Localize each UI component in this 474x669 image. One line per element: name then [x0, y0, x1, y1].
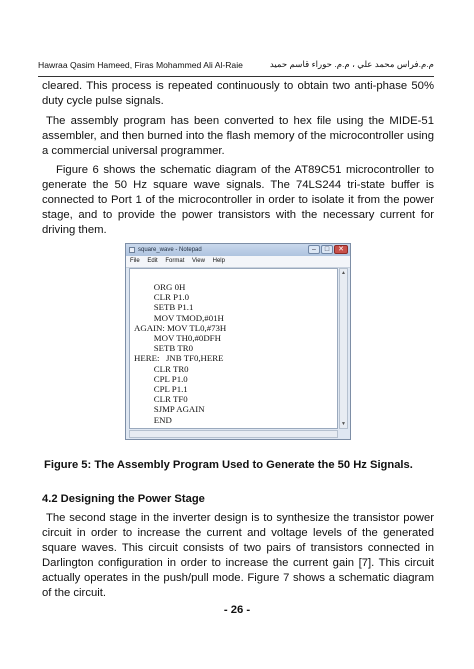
maximize-icon: □: [321, 245, 333, 254]
paragraph-3: Figure 6 shows the schematic diagram of the AT89C51 microcontroller to generate the 50 Hz square wave signals. The 74LS244 tri-state buffer is connected to Port 1 of the microcontroller in order to isolate it from the power stage, and to provide the power transistors with the necessary current for driving them.: [42, 164, 434, 237]
page-header: [38, 58, 434, 77]
code-line: SETB TR0: [134, 343, 193, 354]
code-line: CPL P1.0: [134, 373, 188, 384]
minimize-icon: –: [308, 245, 320, 254]
scroll-up-arrow-icon: ▲: [341, 270, 346, 276]
menu-view: View: [192, 258, 205, 264]
page-number: - 26 -: [223, 604, 251, 616]
notepad-titlebar: [126, 244, 350, 256]
close-icon: ✕: [334, 245, 348, 254]
code-line: SJMP AGAIN: [134, 404, 205, 415]
code-line: CLR TR0: [134, 363, 189, 374]
paragraph-4: The second stage in the inverter design is to synthesize the transistor power circuit in order to increase the current and voltage levels of the generated square waves. This circuit consists of two pairs of transistors connected in Darlington configuration in order to increase the current gain [7]. This circuit actually operates in the push/pull mode. Figure 7 shows a schematic diagram of the circuit.: [42, 512, 434, 600]
menu-edit: Edit: [147, 258, 158, 264]
notepad-text-area: [129, 268, 338, 429]
vertical-scrollbar: [339, 268, 348, 429]
code-line: CLR TF0: [134, 394, 188, 405]
header-authors-english: Hawraa Qasim Hameed, Firas Mohammed Ali Al-Raie: [38, 60, 243, 70]
menu-format: Format: [165, 258, 185, 264]
code-line: HERE: JNB TF0,HERE: [134, 353, 224, 364]
scroll-down-arrow-icon: ▼: [341, 421, 346, 427]
code-line: CPL P1.1: [134, 384, 188, 395]
notepad-icon: [129, 247, 135, 253]
code-line: END: [134, 414, 172, 425]
header-authors-arabic: م.م.فراس محمد علي ، م.م. حوراء قاسم حميد: [269, 59, 434, 69]
code-line: CLR P1.0: [134, 292, 189, 303]
code-line: SETB P1.1: [134, 302, 194, 313]
code-line: MOV TH0,#0DFH: [134, 333, 221, 344]
figure-caption: Figure 5: The Assembly Program Used to Generate the 50 Hz Signals.: [44, 459, 413, 471]
code-line: MOV TMOD,#01H: [134, 312, 224, 323]
notepad-title: square_wave - Notepad: [138, 247, 202, 253]
notepad-window-screenshot: [125, 243, 351, 440]
paragraph-1: cleared. This process is repeated continuously to obtain two anti-phase 50% duty cycle pulse signals.: [42, 80, 434, 108]
code-line: ORG 0H: [134, 282, 186, 292]
paragraph-2: The assembly program has been converted to hex file using the MIDE-51 assembler, and then burned into the flash memory of the microcontroller using a commercial universal programmer.: [42, 115, 434, 158]
menu-help: Help: [212, 258, 225, 264]
code-line: AGAIN: MOV TL0,#73H: [134, 322, 227, 333]
section-heading: 4.2 Designing the Power Stage: [42, 493, 205, 505]
notepad-menubar: [126, 256, 350, 268]
horizontal-scrollbar: [129, 430, 338, 438]
assembly-code: [134, 282, 226, 425]
menu-file: File: [130, 258, 140, 264]
